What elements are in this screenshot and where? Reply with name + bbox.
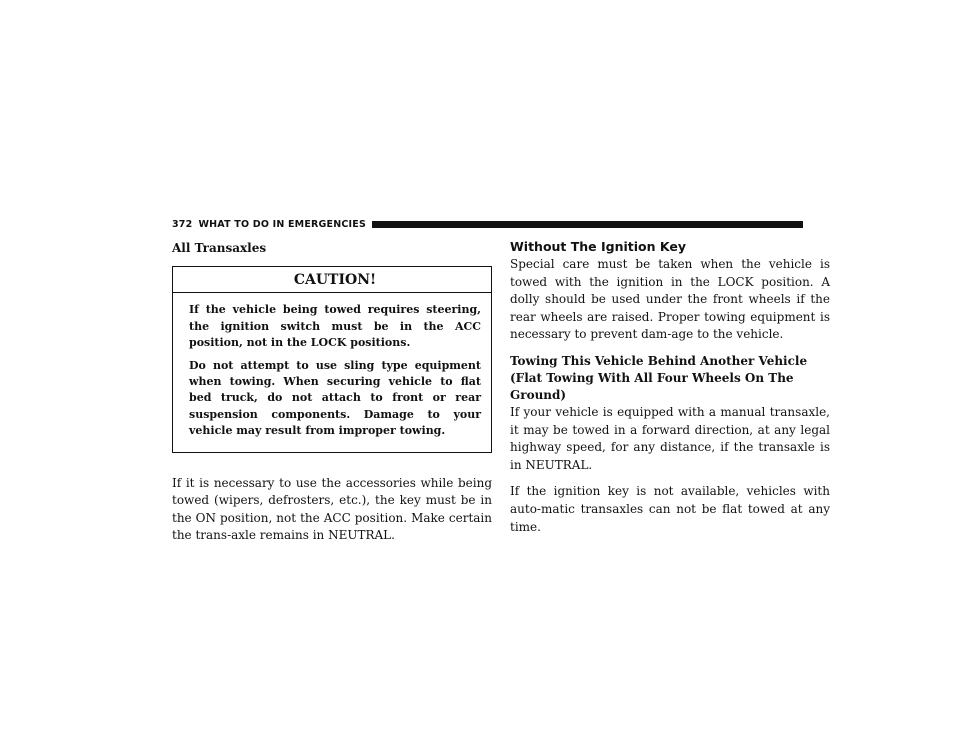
section-title: WHAT TO DO IN EMERGENCIES — [198, 218, 367, 230]
accessories-paragraph: If it is necessary to use the accessories while being towed (wipers, defrosters, etc.), the key must be in the ON position, not the ACC position. Make certain the trans-axle remains in NEUTRAL. — [172, 475, 492, 543]
caution-paragraph-sling: Do not attempt to use sling type equipment when towing. When securing vehicle to flat bed truck, do not attach to front or rear suspension components. Damage to your vehicle may result from improper towing. — [189, 358, 481, 438]
caution-box — [172, 266, 492, 453]
manual-transaxle-paragraph: If your vehicle is equipped with a manual transaxle, it may be towed in a forward direction, at any legal highway speed, for any distance, if the transaxle is in NEUTRAL. — [510, 404, 830, 472]
flat-towing-heading: Towing This Vehicle Behind Another Vehicle (Flat Towing With All Four Wheels On The Ground) — [510, 353, 808, 402]
without-ignition-key-heading: Without The Ignition Key — [510, 239, 686, 254]
spacer — [172, 453, 492, 475]
right-column — [510, 238, 830, 545]
all-transaxles-heading: All Transaxles — [172, 241, 267, 255]
header-rule — [372, 221, 803, 228]
page-number: 372 — [172, 218, 193, 230]
caution-divider — [173, 292, 491, 293]
left-column — [172, 238, 492, 554]
special-care-paragraph: Special care must be taken when the vehicle is towed with the ignition in the LOCK position. A dolly should be used under the front wheels if the rear wheels are raised. Proper towing equipment is necessary to prevent dam-age to the vehicle. — [510, 257, 830, 342]
caution-paragraph-steering: If the vehicle being towed requires steering, the ignition switch must be in the ACC position, not in the LOCK positions. — [189, 303, 481, 350]
caution-title: CAUTION! — [293, 272, 377, 288]
ignition-key-unavailable-paragraph: If the ignition key is not available, vehicles with auto-matic transaxles can not be flat towed at any time. — [510, 484, 830, 534]
page-header — [172, 217, 803, 231]
